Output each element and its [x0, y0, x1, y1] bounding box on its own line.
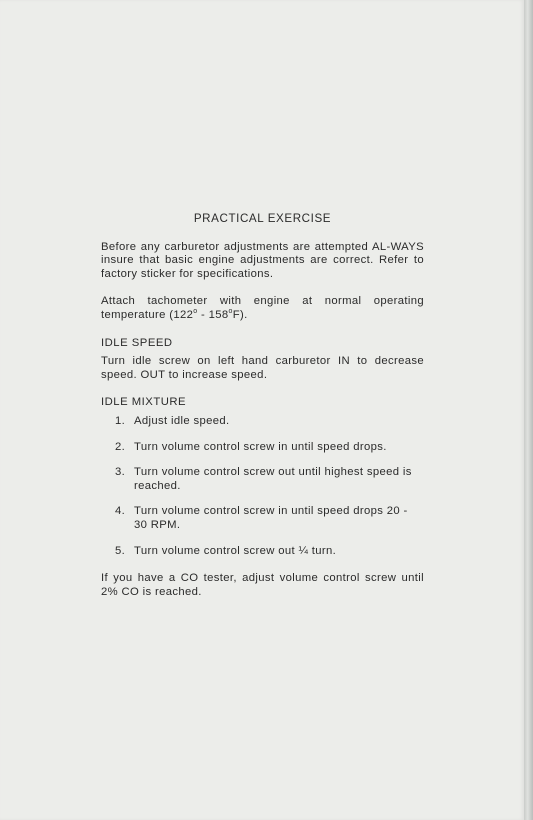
tach-text-before: Attach tachometer with engine at normal operating temperature (122	[101, 295, 424, 321]
page-title: PRACTICAL EXERCISE	[193, 212, 332, 225]
tach-text-after: F).	[232, 308, 248, 321]
degree-mark: o	[228, 307, 233, 315]
step-number: 3.	[115, 466, 126, 479]
degree-mark: o	[193, 307, 198, 315]
page-edge	[524, 0, 533, 820]
step-text: Turn volume control screw in until speed drops.	[134, 440, 387, 453]
idle-speed-paragraph: Turn idle screw on left hand carburetor IN to decrease speed. OUT to increase speed.	[101, 355, 424, 381]
list-item	[101, 505, 424, 532]
step-number: 1.	[115, 414, 126, 427]
step-number: 2.	[115, 440, 126, 453]
step-text: Turn volume control screw out ¼ turn.	[134, 544, 337, 557]
step-number: 5.	[115, 544, 126, 557]
intro-paragraph: Before any carburetor adjustments are attempted AL-WAYS insure that basic engine adjustments are correct. Refer to factory sticker for specifications.	[101, 240, 424, 280]
step-text: Adjust idle speed.	[134, 414, 230, 427]
idle-speed-heading: IDLE SPEED	[101, 336, 173, 349]
idle-mixture-heading: IDLE MIXTURE	[101, 396, 187, 409]
idle-mixture-steps	[101, 415, 424, 558]
step-text: Turn volume control screw out until highest speed is reached.	[134, 466, 412, 492]
step-number: 4.	[115, 505, 126, 518]
page-text	[101, 212, 424, 613]
list-item	[101, 545, 424, 559]
step-text: Turn volume control screw in until speed drops 20 - 30 RPM.	[134, 505, 408, 531]
closing-paragraph: If you have a CO tester, adjust volume control screw until 2% CO is reached.	[101, 572, 424, 598]
list-item	[101, 415, 424, 429]
tachometer-paragraph	[101, 295, 424, 322]
tach-text-middle: - 158	[197, 308, 229, 321]
list-item	[101, 466, 424, 493]
list-item	[101, 441, 424, 455]
